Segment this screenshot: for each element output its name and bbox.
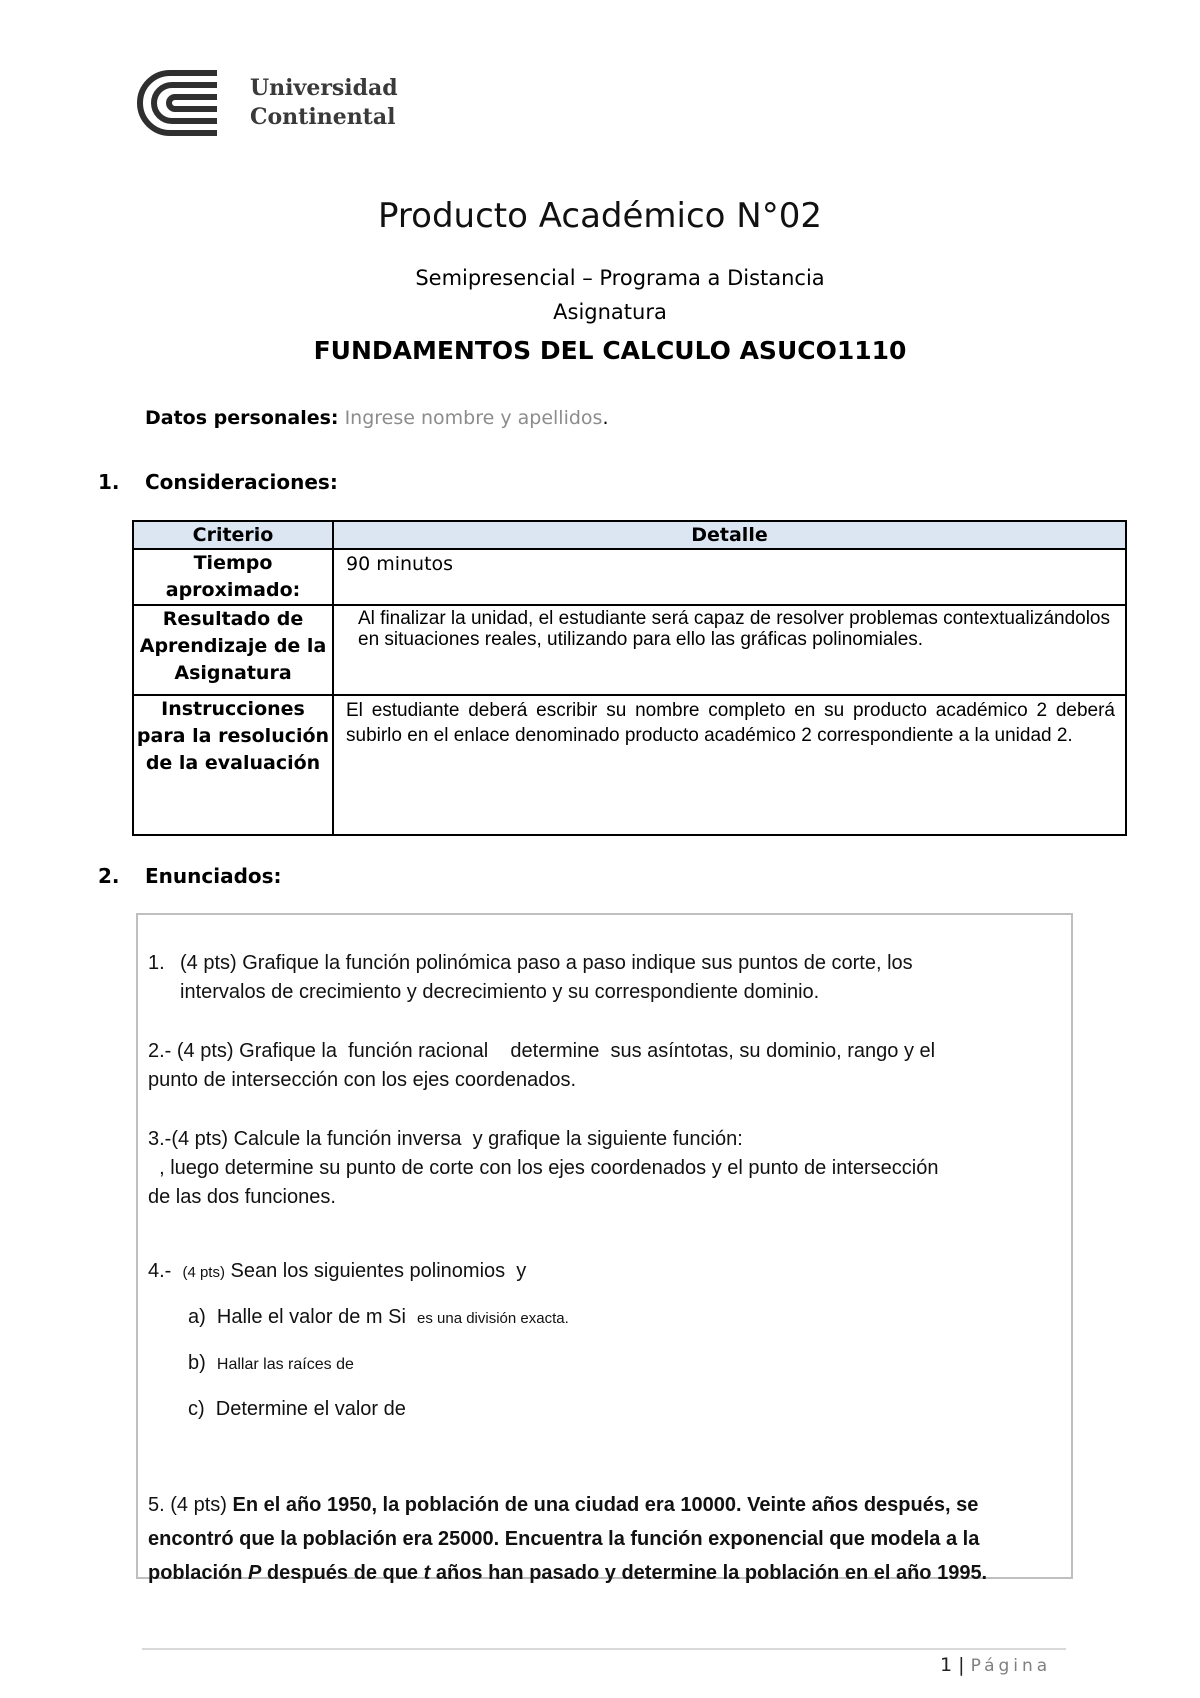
question-1-line-2: intervalos de crecimiento y decrecimiento y su correspondiente dominio. [180, 981, 820, 1003]
question-4-text: Sean los siguientes polinomios y [224, 1260, 527, 1282]
enunciados-box [136, 913, 1073, 1584]
question-4 [148, 1257, 526, 1287]
section-number: 1. [98, 470, 120, 494]
header-criterio: Criterio [133, 521, 333, 549]
logo-line-2: Continental [250, 104, 396, 130]
subtitle: Semipresencial – Programa a Distancia [415, 266, 825, 290]
page-footer [940, 1654, 1051, 1676]
question-1-line-1: (4 pts) Grafique la función polinómica paso a paso indique sus puntos de corte, los [180, 952, 913, 974]
personal-data-label: Datos personales: [145, 407, 339, 429]
criterio-cell: Tiempo aproximado: [133, 549, 333, 605]
university-logo [135, 68, 235, 138]
item-label: c) [188, 1398, 205, 1420]
question-3-line-2: , luego determine su punto de corte con los ejes coordenados y el punto de intersección [148, 1157, 939, 1179]
detalle-cell: 90 minutos [333, 549, 1126, 605]
variable-t: t [423, 1562, 431, 1584]
table-row [133, 605, 1126, 695]
question-5-line-3 [148, 1556, 987, 1590]
section-title: Consideraciones: [145, 470, 338, 494]
item-text: Determine el valor de [215, 1398, 406, 1420]
question-4-b [188, 1349, 354, 1379]
question-4-c [188, 1395, 406, 1424]
logo-wordmark [250, 74, 398, 132]
criterio-cell: Resultado de Aprendizaje de la Asignatura [133, 605, 333, 695]
page-number: 1 [940, 1654, 953, 1676]
footer-separator: | [952, 1654, 971, 1676]
question-5-text-3b: después de que [261, 1562, 424, 1584]
question-1 [148, 949, 913, 978]
personal-data-period: . [602, 407, 609, 429]
table-row [133, 549, 1126, 605]
criterio-cell: Instrucciones para la resolución de la evaluación [133, 695, 333, 835]
question-number: 1. [148, 952, 165, 974]
page-word: Página [970, 1656, 1052, 1676]
question-2-line-1: 2.- (4 pts) Grafique la función racional determine sus asíntotas, su dominio, rango y el [148, 1040, 936, 1062]
question-3-line-3: de las dos funciones. [148, 1186, 336, 1208]
variable-p: P [248, 1562, 262, 1584]
question-5 [148, 1488, 987, 1590]
personal-data [145, 407, 609, 429]
item-label: b) [188, 1352, 206, 1374]
question-5-text-3c: años han pasado y determine la población en el año 1995. [430, 1562, 988, 1584]
question-4-points: (4 pts) [182, 1264, 225, 1281]
question-5-text-1: En el año 1950, la población de una ciudad era 10000. Veinte años después, se [232, 1494, 979, 1516]
item-small-text: es una división exacta. [417, 1310, 569, 1327]
question-5-line-2: encontró que la población era 25000. Encuentra la función exponencial que modela a la [148, 1528, 980, 1550]
section-number: 2. [98, 864, 120, 888]
detalle-cell: El estudiante deberá escribir su nombre completo en su producto académico 2 deberá subirlo en el enlace denominado producto académico 2 correspondiente a la unidad 2. [333, 695, 1126, 835]
section-consideraciones [98, 470, 338, 494]
question-3-line-1: 3.-(4 pts) Calcule la función inversa y grafique la siguiente función: [148, 1128, 743, 1150]
criteria-table [132, 520, 1127, 836]
question-2-line-2: punto de intersección con los ejes coordenados. [148, 1069, 577, 1091]
section-title: Enunciados: [145, 864, 282, 888]
footer-divider [142, 1648, 1066, 1650]
name-placeholder[interactable]: Ingrese nombre y apellidos [344, 407, 603, 429]
course-name: FUNDAMENTOS DEL CALCULO ASUCO1110 [313, 336, 907, 365]
table-row [133, 695, 1126, 835]
question-4-a [188, 1303, 569, 1333]
asignatura-label: Asignatura [553, 300, 667, 324]
table-header-row [133, 521, 1126, 549]
item-label: a) [188, 1306, 206, 1328]
page-title: Producto Académico N°02 [378, 196, 822, 236]
item-text: Hallar las raíces de [216, 1356, 354, 1373]
question-5-line-1 [148, 1488, 987, 1522]
question-5-prefix: 5. (4 pts) [148, 1494, 233, 1516]
logo-line-1: Universidad [250, 75, 398, 101]
question-5-text-3a: población [148, 1562, 248, 1584]
item-text: Halle el valor de m Si [216, 1306, 417, 1328]
header-detalle: Detalle [333, 521, 1126, 549]
detalle-cell: Al finalizar la unidad, el estudiante será capaz de resolver problemas contextualizándolos en situaciones reales, utilizando para ello las gráficas polinomiales. [333, 605, 1126, 695]
section-enunciados [98, 864, 282, 888]
question-4-prefix: 4.- [148, 1260, 183, 1282]
